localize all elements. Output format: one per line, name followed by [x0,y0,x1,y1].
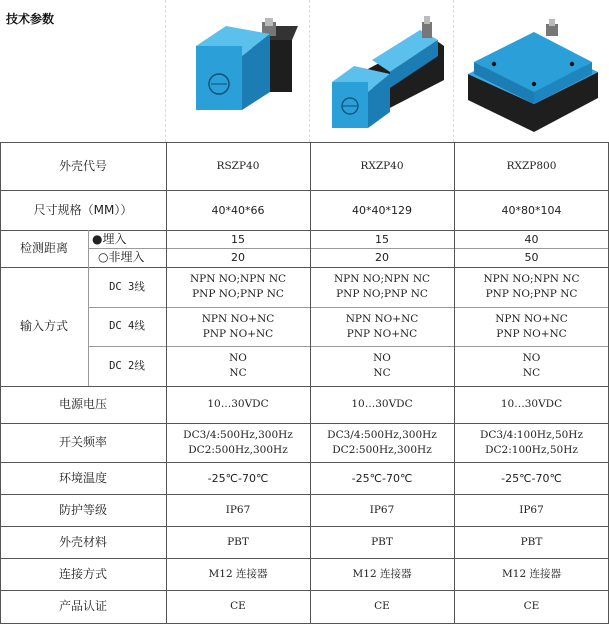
certification-value: CE [230,600,246,612]
label-dc3: DC 3线 [109,280,145,293]
model-value: RSZP40 [216,159,260,172]
certification-value: CE [374,600,390,612]
flush-value: 40 [524,232,539,246]
material-value: PBT [520,535,543,548]
protection-value: IP67 [225,503,251,516]
voltage-value: 10…30VDC [207,398,269,410]
connection-value: M12 连接器 [352,567,412,580]
dc3-value: NPN NO;NPN NC PNP NO;PNP NC [483,273,580,300]
material-value: PBT [227,535,249,548]
model-value: RXZP40 [360,159,404,172]
frequency-value: DC3/4:500Hz,300Hz DC2:500Hz,300Hz [183,428,293,456]
header-row [0,0,609,142]
header-label-cell [0,0,166,142]
flush-value: 15 [375,232,389,246]
temperature-value: -25℃-70℃ [207,471,269,485]
voltage-value: 10…30VDC [500,398,563,410]
nonflush-value: 50 [524,251,539,264]
label-nonflush: ○非埋入 [98,250,145,264]
product-image-rxzp800 [454,0,609,142]
section-title: 技术参数 [6,12,55,26]
model-value: RXZP800 [506,159,557,172]
label-dc4: DC 4线 [109,320,145,332]
label-dc2: DC 2线 [109,359,145,372]
material-value: PBT [371,535,393,548]
frequency-value: DC3/4:100Hz,50Hz DC2:100Hz,50Hz [479,428,583,456]
nonflush-value: 20 [375,251,389,264]
label-connection: 连接方式 [58,566,107,581]
nonflush-value: 20 [231,251,245,264]
dc3-value: NPN NO;NPN NC PNP NO;PNP NC [333,273,431,300]
label-output: 输入方式 [19,319,68,333]
sensor-long-image [310,0,454,142]
label-protection: 防护等级 [58,502,107,517]
label-voltage: 电源电压 [58,397,107,411]
label-size: 尺寸规格（MM）） [33,202,133,217]
frequency-value: DC3/4:500Hz,300Hz DC2:500Hz,300Hz [327,428,437,456]
label-frequency: 开关频率 [58,435,107,449]
size-value: 40*40*66 [211,203,265,217]
size-value: 40*40*129 [352,203,412,217]
connection-value: M12 连接器 [208,567,268,580]
label-material: 外壳材料 [58,534,107,549]
temperature-value: -25℃-70℃ [501,471,562,485]
voltage-value: 10…30VDC [351,398,413,410]
label-certification: 产品认证 [58,599,107,613]
product-image-rxzp40 [310,0,454,142]
spec-table [0,142,609,624]
sensor-flat-image [454,0,609,142]
protection-value: IP67 [369,503,395,516]
sensor-square-image [166,0,310,142]
protection-value: IP67 [519,503,544,516]
label-model: 外壳代号 [58,158,107,173]
certification-value: CE [523,600,540,612]
flush-value: 15 [231,232,245,246]
dc4-value: NPN NO+NC PNP NO+NC [345,312,419,340]
dc4-value: NPN NO+NC PNP NO+NC [201,312,275,340]
connection-value: M12 连接器 [502,567,561,580]
dc2-value: NO NC [229,352,247,379]
dc4-value: NPN NO+NC PNP NO+NC [495,312,568,340]
dc2-value: NO NC [373,352,391,379]
size-value: 40*80*104 [501,203,562,217]
dc3-value: NPN NO;NPN NC PNP NO;PNP NC [189,273,287,300]
dc2-value: NO NC [522,352,541,379]
product-image-rszp40 [166,0,310,142]
label-flush: ●埋入 [92,231,127,246]
label-temperature: 环境温度 [58,470,107,485]
temperature-value: -25℃-70℃ [351,471,413,485]
label-distance: 检测距离 [19,241,68,255]
